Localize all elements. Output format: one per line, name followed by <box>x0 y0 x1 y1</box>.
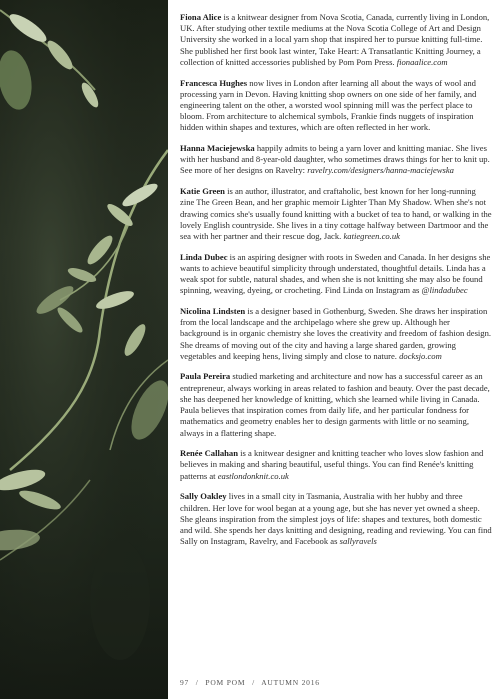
bio-name: Francesca Hughes <box>180 77 248 88</box>
bio-nicolina-lindsten <box>180 306 492 362</box>
issue-name: AUTUMN 2016 <box>261 678 320 687</box>
magazine-name: POM POM <box>205 678 246 687</box>
bio-text: is an aspiring designer with roots in Sweden and Canada. In her designs she wants to achieve beautiful simplicity through understated, thoughtful details. Linda has a weak spot for subtle, natural shades, and when she is not knitting she may also be found spinning, weaving, dyeing, or crocheting. Find Linda on Instagram as <box>180 251 491 296</box>
page-number: 97 <box>180 678 190 687</box>
bio-text: is a knitwear designer and knitting teacher who loves slow fashion and believes in making and sharing beautiful, useful things. You can find Renée's knitting patterns at <box>180 448 484 481</box>
plant-photo <box>0 0 168 699</box>
bio-link: docksjo.com <box>399 350 442 361</box>
bio-link: @lindadubec <box>421 285 468 296</box>
bio-name: Linda Dubec <box>180 251 228 262</box>
bio-text: is a knitwear designer from Nova Scotia, Canada, currently living in London, UK. After studying other textile mediums at the Nova Scotia College of Art and Design University she worked in a local yarn shop that inspired her to pursue knitting full-time. She published her first book last winter, Take Heart: A Transatlantic Knitting Journey, a collection of knitted accessories published by Pom Pom Press. <box>180 12 490 67</box>
bio-link: katiegreen.co.uk <box>343 230 400 241</box>
bio-name: Katie Green <box>180 186 225 197</box>
bio-name: Hanna Maciejewska <box>180 143 255 154</box>
bio-text: now lives in London after learning all about the ways of wool and processing yarn in Devon. Having knitting shop owners on one side of her family, and engineering talent on the other, a worsted wool spinning mill was the perfect place to bloom. From architecture to alchemical symbols, Frankie finds nuggets of inspiration hidden within shapes and textures, which are often reflected in her work. <box>180 77 477 133</box>
bio-text: lives in a small city in Tasmania, Australia with her hubby and three children. Her love for wool began at a young age, but she has never yet owned a sheep. She gleans inspiration from the simplest joys of life: shapes and textures, both domestic and wild. She spends her days knitting and designing, reading and reviewing. You can find Sally on Instagram, Ravelry, and Facebook as <box>180 491 492 547</box>
bio-link: eastlondonknit.co.uk <box>217 470 289 481</box>
contributor-bios <box>180 12 492 557</box>
bio-paula-pereira <box>180 371 492 438</box>
bio-name: Paula Pereira <box>180 371 231 382</box>
bio-francesca-hughes <box>180 78 492 134</box>
bio-katie-green <box>180 186 492 242</box>
bio-hanna-maciejewska <box>180 143 492 177</box>
bio-name: Sally Oakley <box>180 491 227 502</box>
bio-renee-callahan <box>180 448 492 482</box>
bio-linda-dubec <box>180 252 492 297</box>
bio-fiona-alice <box>180 12 492 68</box>
footer-separator: / <box>195 678 199 687</box>
footer-separator: / <box>252 678 255 687</box>
bio-sally-oakley <box>180 491 492 547</box>
plant-leaves-graphic <box>0 0 168 699</box>
page-footer <box>180 678 492 687</box>
bio-name: Renée Callahan <box>180 448 239 459</box>
bio-link: fionaalice.com <box>396 56 448 67</box>
bio-link: ravelry.com/designers/hanna-maciejewska <box>307 165 454 176</box>
bio-link: sallyravels <box>339 536 377 547</box>
bio-text: studied marketing and architecture and now has a successful career as an entrepreneur, always working in areas related to fashion and beauty. Over the past decade, she has deepened her knowledge of knitting, which she learned while living in Canada. Paula believes that inspiration comes from daily life, and her particular fondness for mathematics and geometry enables her to design garments with little or no seaming, always in a flattering shape. <box>180 371 490 438</box>
bio-name: Fiona Alice <box>180 12 222 22</box>
bio-text: happily admits to being a yarn lover and knitting maniac. She lives with her husband and 8-year-old daughter, who sometimes draws things for her to knit up. See more of her designs on Ravelry: <box>180 143 490 176</box>
bio-text: is a designer based in Gothenburg, Sweden. She draws her inspiration from the local landscape and the archipelago where she grew up. Although her background is in organic chemistry she loves the creativity and freedom of fashion design. She dreams of moving out of the city and having a large shared garden, growing vegetables and keeping hens, living simply and close to nature. <box>180 305 492 361</box>
bio-name: Nicolina Lindsten <box>180 305 246 316</box>
bio-text: is an author, illustrator, and craftaholic, best known for her long-running zine The Green Bean, and her graphic memoir Lighter Than My Shadow. When she's not drawing comics she's usually found knitting with a bucket of tea to hand, or walking in the lovely English countryside. She lives in a tiny cottage halfway between Dartmoor and the sea with her partner and their rescue dog, Jack. <box>180 186 492 241</box>
